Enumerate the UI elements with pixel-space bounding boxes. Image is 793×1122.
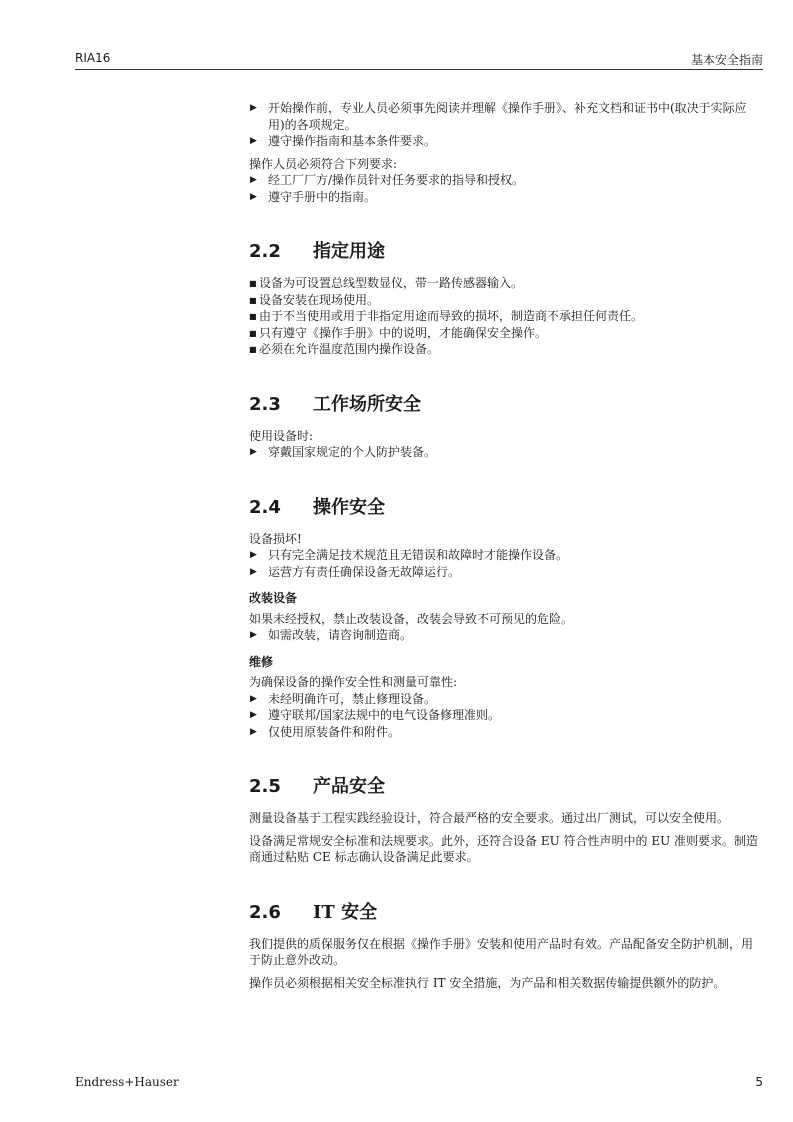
triangle-bullet-icon: ▶ bbox=[250, 710, 257, 720]
section-running-title: 基本安全指南 bbox=[690, 53, 763, 67]
repair-paragraph: 为确保设备的操作安全性和测量可靠性: bbox=[249, 675, 458, 689]
it-safety-paragraph-2: 操作员必须根据相关安全标准执行 IT 安全措施，为产品和相关数据传输提供额外的防护。 bbox=[249, 975, 726, 990]
triangle-bullet-icon: ▶ bbox=[250, 175, 257, 185]
intended-use-list bbox=[249, 275, 761, 358]
list-item: ■ 只有遵守《操作手册》中的说明，才能确保安全操作。 bbox=[249, 325, 761, 342]
page-header bbox=[75, 49, 763, 70]
modification-paragraph: 如果未经授权，禁止改装设备，改装会导致不可预见的危险。 bbox=[249, 611, 574, 626]
triangle-bullet-icon: ▶ bbox=[250, 550, 257, 560]
intro-list-2 bbox=[249, 172, 761, 205]
list-item: ■ 必须在允许温度范围内操作设备。 bbox=[249, 341, 761, 358]
product-safety-paragraph-1: 测量设备基于工程实践经验设计，符合最严格的安全要求。通过出厂测试，可以安全使用。 bbox=[249, 811, 730, 825]
list-item: ▶ 仅使用原装备件和附件。 bbox=[250, 724, 401, 739]
modification-subheading: 改装设备 bbox=[249, 591, 298, 605]
operation-list bbox=[249, 547, 761, 580]
triangle-bullet-icon: ▶ bbox=[250, 191, 257, 202]
section-heading-2-6: 2.6 IT 安全 bbox=[249, 901, 378, 923]
triangle-bullet-icon: ▶ bbox=[250, 103, 257, 113]
triangle-bullet-icon: ▶ bbox=[250, 566, 257, 577]
list-item: ▶ 经工厂厂方/操作员针对任务要求的指导和授权。 bbox=[250, 173, 525, 187]
list-item: ▶ 开始操作前，专业人员必须事先阅读并理解《操作手册》、补充文档和证书中(取决于实际应用)的各项规定。 bbox=[250, 101, 747, 132]
list-item: ▶ 只有完全满足技术规范且无错误和故障时才能操作设备。 bbox=[250, 548, 569, 562]
workplace-list bbox=[249, 444, 761, 461]
doc-title: RIA16 bbox=[75, 51, 111, 65]
triangle-bullet-icon: ▶ bbox=[250, 447, 257, 457]
operation-paragraph: 设备损坏! bbox=[249, 531, 302, 546]
square-bullet-icon: ■ bbox=[249, 312, 257, 321]
triangle-bullet-icon: ▶ bbox=[250, 630, 257, 640]
list-item: ▶ 未经明确许可，禁止修理设备。 bbox=[250, 691, 437, 706]
it-safety-paragraph-1: 我们提供的质保服务仅在根据《操作手册》安装和使用产品时有效。产品配备安全防护机制，用于防止意外改动。 bbox=[249, 936, 754, 967]
triangle-bullet-icon: ▶ bbox=[250, 136, 257, 146]
list-item: ▶ 遵守手册中的指南。 bbox=[250, 189, 377, 204]
list-item: ■ 由于不当使用或用于非指定用途而导致的损坏，制造商不承担任何责任。 bbox=[249, 308, 761, 325]
triangle-bullet-icon: ▶ bbox=[250, 726, 257, 737]
page-content bbox=[249, 100, 761, 991]
list-item: ■ 设备安装在现场使用。 bbox=[249, 292, 761, 309]
modification-list bbox=[249, 627, 761, 644]
list-item: ▶ 如需改装，请咨询制造商。 bbox=[250, 628, 413, 642]
section-heading-2-2: 2.2 指定用途 bbox=[249, 241, 385, 262]
triangle-bullet-icon: ▶ bbox=[250, 693, 257, 704]
page-footer bbox=[75, 1075, 763, 1091]
workplace-paragraph: 使用设备时: bbox=[249, 428, 314, 443]
page-number: 5 bbox=[755, 1075, 763, 1089]
repair-subheading: 维修 bbox=[249, 654, 274, 669]
square-bullet-icon: ■ bbox=[249, 295, 257, 305]
section-heading-2-5: 2.5 产品安全 bbox=[249, 776, 385, 797]
section-heading-2-3: 2.3 工作场所安全 bbox=[249, 393, 421, 415]
product-safety-paragraph-2: 设备满足常规安全标准和法规要求。此外，还符合设备 EU 符合性声明中的 EU 准则要求。制造商通过粘贴 CE 标志确认设备满足此要求。 bbox=[249, 833, 759, 864]
repair-list bbox=[249, 691, 761, 741]
list-item: ▶ 遵守联邦/国家法规中的电气设备修理准则。 bbox=[250, 708, 501, 722]
list-item: ▶ 穿戴国家规定的个人防护装备。 bbox=[250, 445, 437, 459]
list-item: ▶ 遵守操作指南和基本条件要求。 bbox=[250, 134, 437, 148]
list-item: ▶ 运营方有责任确保设备无故障运行。 bbox=[250, 564, 461, 579]
list-item: ■ 设备为可设置总线型数显仪，带一路传感器输入。 bbox=[249, 275, 761, 292]
intro-paragraph: 操作人员必须符合下列要求: bbox=[249, 156, 398, 171]
brand-name: Endress+Hauser bbox=[75, 1075, 179, 1089]
section-heading-2-4: 2.4 操作安全 bbox=[249, 496, 385, 518]
square-bullet-icon: ■ bbox=[249, 279, 257, 288]
intro-list-1 bbox=[249, 100, 761, 150]
square-bullet-icon: ■ bbox=[249, 345, 257, 354]
square-bullet-icon: ■ bbox=[249, 328, 257, 338]
